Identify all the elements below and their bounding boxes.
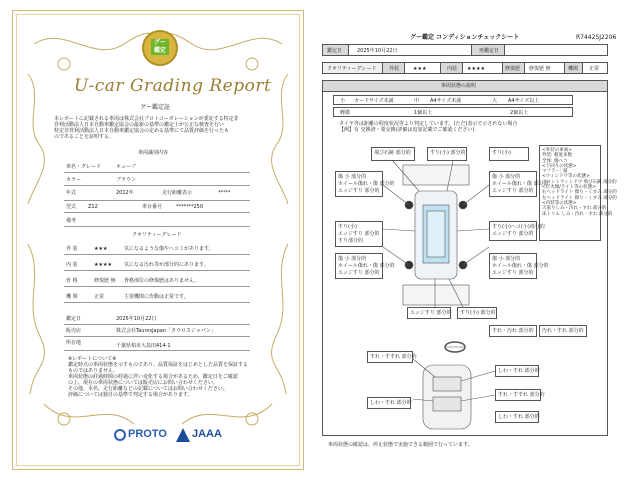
callout-front-right-wheel: 傷 小 部分的 ホイール傷れ・傷 部分的 エッジすり 部分的: [489, 171, 537, 197]
damage-list-line: フロントウィンドウ 飛び石跡 部分的: [542, 179, 617, 185]
sheet-title: グー鑑定 コンディションチェックシート: [410, 34, 520, 41]
mileage-value: *****: [218, 190, 231, 196]
model-value: Z12: [88, 204, 98, 210]
section-vehicle-heading: 車両識別内容: [138, 150, 169, 156]
callout-rear: すり(小) 部分的: [457, 307, 497, 319]
dealer-value: 株式会社TaurosJapan「タウロスジャパン」: [116, 328, 216, 334]
callout-right-side: すり(小)ヘコ(小)部分的 エッジすり 部分的: [489, 221, 537, 241]
grading-report-certificate: グー 鑑定 U-car Grading Report グー鑑定証 本レポートに記載される車両は株式会社プロトコーポレーションが委託する特定非 営利活動法人日本自動車鑑定協会の最新の基準の鑑定士が公正な検査を行い 特定非営利活動法人日本自動車鑑定協会の定める基準にて品質評価を行ったも のであることを証明する。 車両識別内容 車名・グレード キューブ カラー ブラウン 年式 2012年 走行距離表示 ***** 型式 Z12 車台番号 *******250 備考 クオリティーグレード 外 装 ★★★ 気になるような傷やヘコミがあります。 内 装 ★★★★ 気になる汚れ等が部分的にあります。 骨 格 修復歴 無 骨格部位の修復歴はありません。 機 関 正常 主要機関に作動は正常です。 鑑定日 2025年10月22日 販売店 株式会社TaurosJapan「タウロスジャパン」 所在地 千葉県柏市大島田414-1 ※レポートについて※ 鑑定時点の車両状態を示すものであり、品質保証をはじめとした品質を保証する ものではありません。 車両状態の経過時間の経過に伴い変化する場合があるため、鑑定日をご確認 の上、現在の車両状態については販売店にお問い合わせください。 その他、本名、走行距離などの記載についてはお問い合わせください。 評価については独自の基準で判定する場合があります。 PROTO JAAA: [4, 4, 312, 476]
report-title: U-car Grading Report: [74, 76, 272, 96]
callout-interior-5: すれ・すすれ 部分的: [495, 389, 541, 401]
row-appraisal-date: 鑑定日 2025年10月22日 再鑑定日: [322, 44, 608, 56]
damage-list-line: 全体: 傷ヘコ: [542, 158, 568, 164]
intro-paragraph: 本レポートに記載される車両は株式会社プロトコーポレーションが委託する特定非 営利活動法人日本自動車鑑定協会の最新の基準の鑑定士が公正な検査を行い 特定非営利活動法人日本自動車鑑定協会の定める基準にて品質評価を行ったも のであることを証明する。: [54, 116, 239, 140]
model-label: 型式: [66, 204, 77, 210]
callout-interior-3: すれ・すすれ 部分的: [367, 351, 413, 363]
damage-list-line: <ウィンドウ等の状態>: [542, 174, 590, 180]
damage-list-line: <灯火類/ライト等の状態>: [542, 185, 596, 191]
callout-interior-1: すれ・汚れ 部分的: [489, 325, 537, 337]
callout-left-side: すり(小) エッジすり 部分的 すり部分的: [335, 221, 383, 247]
callout-rear-right-wheel: 傷 小 部分的 ホイール傷れ・傷 部分的 エッジすり 部分的: [489, 253, 537, 279]
callout-interior-4: しわ・すれ 部分的: [495, 365, 539, 377]
color-label: カラー: [66, 177, 82, 183]
damage-list-line: <内装等の状態>: [542, 200, 577, 206]
emblem-text: グー 鑑定: [151, 39, 169, 55]
ornament-decoration: [4, 4, 312, 476]
appraisal-date-label: 鑑定日: [66, 316, 82, 322]
address-value: 千葉県柏市大島田414-1: [116, 343, 171, 349]
row-quality-grade: クオリティーグレード 外装 ★★★ 内装 ★★★★ 修復歴 修復歴 無 機関 正常: [322, 62, 608, 74]
callout-interior-7: しわ・すれ 部分的: [495, 411, 539, 423]
proto-logo-icon: [114, 429, 126, 441]
footer-note: 車両状態の確認は、停止状態で実施できる範囲で行っています。: [328, 442, 473, 448]
appraisal-date-value: 2025年10月22日: [116, 316, 157, 322]
damage-list-line: 外装: 軽度多数: [542, 153, 572, 159]
legend-note: タイヤ等は距離の程度状況等より判定しています。(ただ)表示で示されない場合 【例】有 交換済・要交換(詳細は追加記載でご確認ください): [339, 121, 518, 133]
damage-list-line: 床トリム しみ・汚れ・すれ 部分的: [542, 211, 613, 217]
callout-interior-6: しわ・すれ 部分的: [367, 397, 411, 409]
notes-label: 備考: [66, 218, 77, 224]
size-legend: 小 カードサイズ未満 中 A4サイズ未満 大 A4サイズ以上: [333, 95, 573, 105]
damage-list-line: <外装の車両>: [542, 148, 573, 153]
goo-emblem-icon: [142, 30, 178, 66]
address-label: 所在地: [66, 340, 82, 346]
jaaa-logo-icon: [176, 428, 190, 442]
condition-box: [322, 80, 617, 436]
dealer-label: 販売店: [66, 328, 82, 334]
chassis-value: *******250: [176, 204, 204, 210]
damage-list-line: 右ヘッドライト 擦り・くすみ 部分的: [542, 190, 617, 196]
callout-rear-left-wheel: 傷 小 部分的 ホイール傷れ・傷 部分的 エッジすり 部分的: [335, 253, 383, 279]
chassis-label: 車台番号: [142, 204, 163, 210]
sub-title: グー鑑定証: [140, 104, 171, 111]
severity-legend: 軽微 1個以上 2個以上: [333, 107, 573, 117]
callout-front: すり(小) 部分的: [427, 147, 467, 161]
callout-rear-edge: エッジすり 部分的: [407, 307, 451, 319]
document-id: R74425J2206: [576, 34, 617, 41]
report-notes: ※レポートについて※ 鑑定時点の車両状態を示すものであり、品質保証をはじめとした品質を保証する ものではありません。 車両状態の経過時間の経過に伴い変化する場合があるため、鑑定日をご確認 の上、現在の車両状態については販売店にお問い合わせください。 その他、本名、走行距離などの記載についてはお問い合わせください。 評価については独自の基準で判定する場合があります。: [68, 356, 249, 398]
name-label: 車名・グレード: [66, 164, 102, 170]
year-value: 2012年: [116, 190, 134, 196]
damage-list-line: 左ヘッドライト 擦り・くすみ 部分的: [542, 195, 617, 201]
color-value: ブラウン: [116, 177, 137, 183]
damage-list-line: マフラー: 錆: [542, 169, 568, 175]
callout-front-right: すり(小): [489, 147, 529, 161]
callout-interior-2: 汚れ・すれ 部分的: [539, 325, 587, 337]
name-value: キューブ: [116, 164, 136, 170]
condition-heading: 車両状態の説明: [441, 83, 477, 89]
damage-list-line: 天張りしみ・汚れ・すれ 部分的: [542, 206, 607, 212]
callout-front-left-wheel: 傷 小 部分的 ホイール傷れ・傷 部分的 エッジすり 部分的: [335, 171, 383, 197]
year-label: 年式: [66, 190, 77, 196]
mileage-label: 走行距離表示: [162, 190, 193, 196]
condition-check-sheet: [318, 22, 622, 470]
callout-windshield: 飛び石跡 部分的: [371, 147, 415, 161]
damage-list-line: <下回りの状態>: [542, 163, 577, 169]
quality-heading: クオリティーグレード: [132, 232, 182, 238]
